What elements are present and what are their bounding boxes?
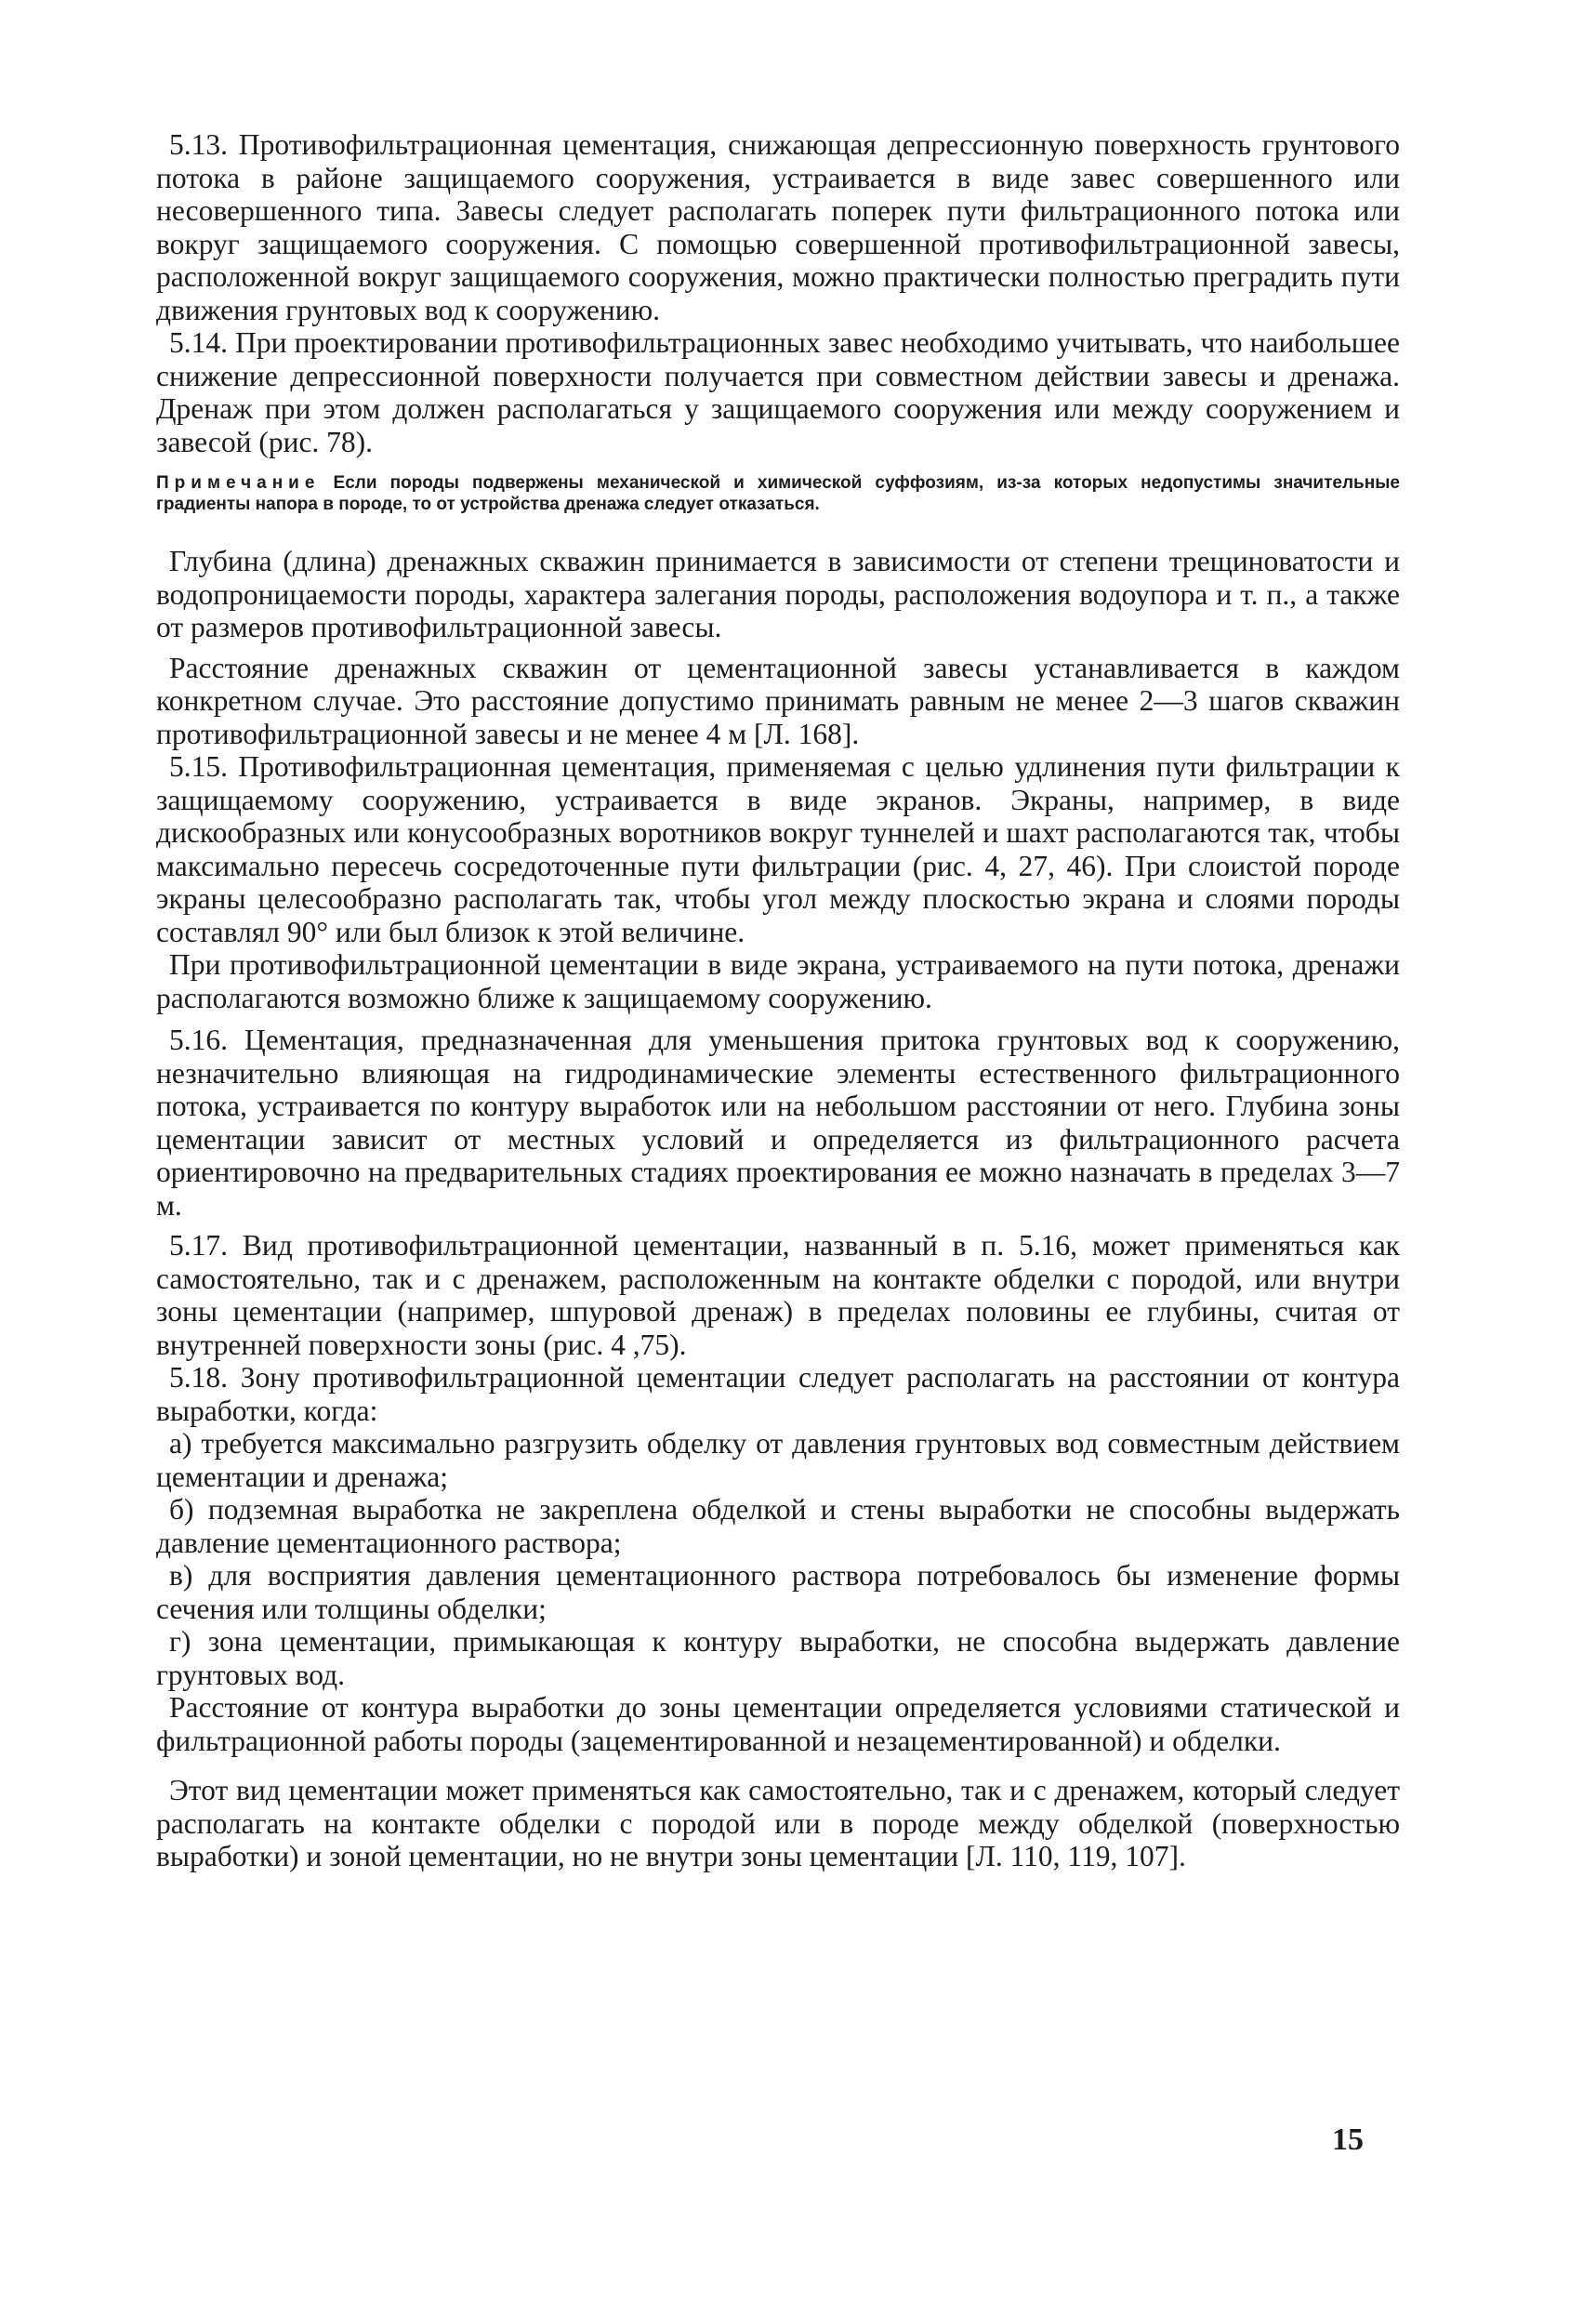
paragraph-screen-drainage: При противофильтрационной цементации в виде экрана, устраиваемого на пути потока, дренажи располагаются возможно ближе к защищаемому сооружению. xyxy=(156,948,1400,1014)
paragraph-drainage-distance: Расстояние дренажных скважин от цементационной завесы устанавливается в каждом конкретном случае. Это расстояние допустимо принимать равным не менее 2—3 шагов скважин противофильтрационной завесы и не менее 4 м [Л. 168]. xyxy=(156,651,1400,750)
paragraph-5-17: 5.17. Вид противофильтрационной цементации, названный в п. 5.16, может применяться как самостоятельно, так и с дренажем, расположенным на контакте обделки с породой, или внутри зоны цементации (например, шпуровой дренаж) в пределах половины ее глубины, считая от внутренней поверхности зоны (рис. 4 ,75). xyxy=(156,1229,1400,1361)
paragraph-contour-distance: Расстояние от контура выработки до зоны цементации определяется условиями статической и фильтрационной работы породы (зацементированной и незацементированной) и обделки. xyxy=(156,1691,1400,1757)
list-item-c: в) для восприятия давления цементационного раствора потребовалось бы изменение формы сечения или толщины обделки; xyxy=(156,1559,1400,1625)
list-item-a: а) требуется максимально разгрузить обделку от давления грунтовых вод совместным действием цементации и дренажа; xyxy=(156,1427,1400,1493)
list-item-b: б) подземная выработка не закреплена обделкой и стены выработки не способны выдержать давление цементационного раствора; xyxy=(156,1493,1400,1559)
page-number: 15 xyxy=(1332,2122,1364,2157)
paragraph-drainage-depth: Глубина (длина) дренажных скважин принимается в зависимости от степени трещиноватости и водопроницаемости породы, характера залегания породы, расположения водоупора и т. п., а также от размеров противофильтрационной завесы. xyxy=(156,545,1400,643)
note-label: Примечание xyxy=(156,473,321,493)
list-item-d: г) зона цементации, примыкающая к контуру выработки, не способна выдержать давление грунтовых вод. xyxy=(156,1625,1400,1691)
note xyxy=(156,472,1400,515)
document-page xyxy=(156,128,1400,1873)
paragraph-5-15: 5.15. Противофильтрационная цементация, применяемая с целью удлинения пути фильтрации к защищаемому сооружению, устраивается в виде экранов. Экраны, например, в виде дискообразных или конусообразных воротников вокруг туннелей и шахт располагаются так, чтобы максимально пересечь сосредоточенные пути фильтрации (рис. 4, 27, 46). При слоистой породе экраны целесообразно располагать так, чтобы угол между плоскостью экрана и слоями породы составлял 90° или был близок к этой величине. xyxy=(156,750,1400,948)
paragraph-5-14: 5.14. При проектировании противофильтрационных завес необходимо учитывать, что наибольшее снижение депрессионной поверхности получается при совместном действии завесы и дренажа. Дренаж при этом должен располагаться у защищаемого сооружения или между сооружением и завесой (рис. 78). xyxy=(156,326,1400,458)
paragraph-cementation-type: Этот вид цементации может применяться как самостоятельно, так и с дренажем, который следует располагать на контакте обделки с породой или в породе между обделкой (поверхностью выработки) и зоной цементации, но не внутри зоны цементации [Л. 110, 119, 107]. xyxy=(156,1774,1400,1872)
paragraph-5-16: 5.16. Цементация, предназначенная для уменьшения притока грунтовых вод к сооружению, незначительно влияющая на гидродинамические элементы естественного фильтрационного потока, устраивается по контуру выработок или на небольшом расстоянии от него. Глубина зоны цементации зависит от местных условий и определяется из фильтрационного расчета ориентировочно на предварительных стадиях проектирования ее можно назначать в пределах 3—7 м. xyxy=(156,1024,1400,1222)
paragraph-5-13: 5.13. Противофильтрационная цементация, снижающая депрессионную поверхность грунтового потока в районе защищаемого сооружения, устраивается в виде завес совершенного или несовершенного типа. Завесы следует располагать поперек пути фильтрационного потока или вокруг защищаемого сооружения. С помощью совершенной противофильтрационной завесы, расположенной вокруг защищаемого сооружения, можно практически полностью преградить пути движения грунтовых вод к сооружению. xyxy=(156,128,1400,326)
note-text: Если породы подвержены механической и химической суффозиям, из-за которых недопустимы значительные градиенты напора в породе, то от устройства дренажа следует отказаться. xyxy=(156,473,1401,514)
paragraph-5-18: 5.18. Зону противофильтрационной цементации следует располагать на расстоянии от контура выработки, когда: xyxy=(156,1361,1400,1427)
